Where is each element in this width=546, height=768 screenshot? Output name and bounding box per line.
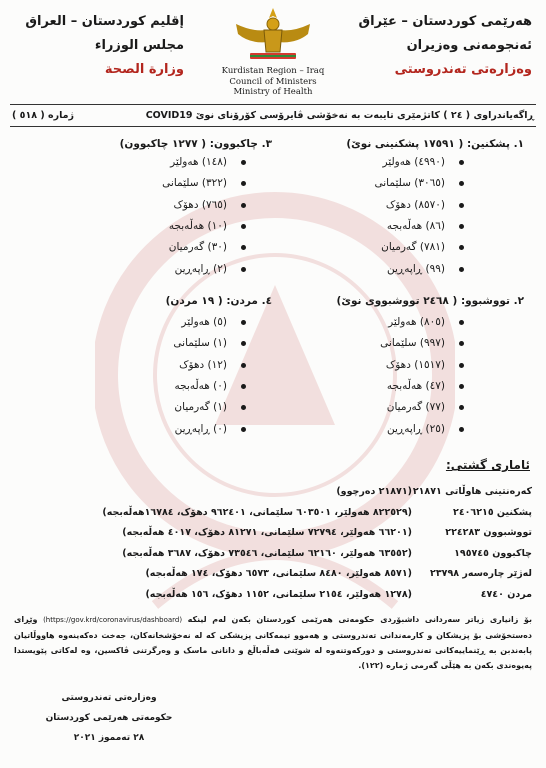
- stat-label: مردن ٤٧٤٠: [480, 588, 532, 600]
- stat-label: چاکبوون ١٩٥٧٤٥: [454, 547, 532, 559]
- bullet-icon: [241, 267, 246, 272]
- header-ministry-ar: وزارة الصحة: [104, 62, 184, 77]
- list-item: (٢٥) ڕاپەڕین: [380, 418, 464, 439]
- header-region-ar: إقليم كوردستان – العراق: [25, 14, 184, 29]
- note-body-text: وێڕای دەستخۆشی بۆ پزیشکان و کارمەندانی تەندروستی و هەموو تیمەکانی پزیشکی کە لە نەخۆشخانەکان، جەخت دەکەینەوە هاووڵاتیان پابەندبن بە ڕێنماییەکانی تەندروستی و دورکەوتنەوە لە شوێنی قەڵەباڵغ و دانانی ماسک و وەرگرتنی ڤاکسین، وە لەکاتی پێویستدا پەیوەندی بکەن بە هێڵی گەرمی ژمارە (١٢٢).: [14, 615, 532, 670]
- table-row: [12, 523, 532, 544]
- general-stats-list: [12, 482, 532, 606]
- bullet-icon: [459, 203, 464, 208]
- bullet-icon: [459, 224, 464, 229]
- list-item: (٩٩) ڕاپەڕین: [375, 258, 465, 279]
- stat-value: (١٢٧٨ هەولێر، ٢١٥٤ سلێمانی، ١١٥٢ دهۆک، ١٥٦ هەڵەبجە): [145, 588, 412, 600]
- signature-date: ٢٨ تەمموز ٢٠٢١: [73, 733, 145, 743]
- header-ministry-en: Ministry of Health: [233, 87, 313, 97]
- bullet-icon: [459, 267, 464, 272]
- stat-label: لەژێر چارەسەر ٢٣٧٩٨: [430, 568, 532, 580]
- bullet-icon: [241, 245, 246, 250]
- list-item: (١٤٨) هەولێر: [162, 152, 246, 173]
- stat-value: (٨٥٧١ هەولێر، ٨٤٨٠ سلێمانی، ٦٥٧٣ دهۆک، ١٧٤ هەڵەبجە): [145, 568, 412, 580]
- infected-heading: ٢. تووشبوو: ( ٢٤٦٨ تووشبووی نوێ): [336, 295, 524, 307]
- header-ministry-ku: وەزارەتی تەندروستی: [394, 62, 532, 77]
- header-council-ku: ئەنجومەنی وەزیران: [406, 38, 532, 53]
- bullet-icon: [241, 384, 246, 389]
- bulletin-number: ژمارە ( ٥١٨ ): [12, 110, 75, 121]
- table-row: [12, 482, 532, 503]
- list-item: (٧٦٥) دهۆک: [162, 195, 246, 216]
- bullet-icon: [459, 181, 464, 186]
- dashboard-link[interactable]: (https://gov.krd/coronavirus/dashboard): [43, 616, 183, 624]
- bullet-icon: [459, 384, 464, 389]
- bullet-icon: [459, 320, 464, 325]
- stat-value: (٨٢٢٥٢٩ هەولێر، ٦٠٣٥٠١ سلێمانی، ٩٦٢٤٠١ دهۆک، ١٦٧٨٤هەڵەبجە): [102, 506, 412, 518]
- list-item: (١٢) دهۆک: [173, 355, 246, 376]
- kurdistan-emblem-icon: [228, 4, 318, 62]
- list-item: (٨٠٥) هەولێر: [380, 312, 464, 333]
- bullet-icon: [459, 405, 464, 410]
- list-item: (٣٠) گەرمیان: [162, 237, 246, 258]
- list-item: (٠) هەڵەبجە: [173, 376, 246, 397]
- list-item: (٤٧) هەڵەبجە: [380, 376, 464, 397]
- header-divider: [10, 104, 536, 105]
- bullet-icon: [241, 203, 246, 208]
- list-item: (١) گەرمیان: [173, 397, 246, 418]
- title-divider: [10, 126, 536, 127]
- list-item: (١٠) هەڵەبجە: [162, 216, 246, 237]
- deaths-heading: ٤. مردن: ( ١٩ مردن): [165, 295, 272, 307]
- bullet-icon: [241, 341, 246, 346]
- list-item: (٣٠٦٥) سلێمانی: [375, 173, 465, 194]
- header-council-ar: مجلس الوزراء: [94, 38, 184, 53]
- list-item: (٢) ڕاپەڕین: [162, 258, 246, 279]
- stat-label: تووشبوون ٢٢٤٢٨٣: [445, 527, 532, 539]
- infected-list: [380, 312, 464, 440]
- bullet-icon: [241, 405, 246, 410]
- bullet-icon: [241, 224, 246, 229]
- list-item: (٤٩٩٠) هەولێر: [375, 152, 465, 173]
- bullet-icon: [241, 427, 246, 432]
- bullet-icon: [459, 427, 464, 432]
- table-row: [12, 585, 532, 606]
- list-item: (٣٢٢) سلێمانی: [162, 173, 246, 194]
- list-item: (١) سلێمانی: [173, 333, 246, 354]
- bullet-icon: [459, 363, 464, 368]
- tests-list: [375, 152, 465, 280]
- bullet-icon: [459, 160, 464, 165]
- header-region-en: Kurdistan Region – Iraq: [221, 66, 325, 76]
- bullet-icon: [241, 363, 246, 368]
- note-lead-text: بۆ زانیاری زیاتر سەردانی داشبۆردی حکومەتی هەرێمی کوردستان بکەن لەم لینکە: [187, 615, 532, 624]
- list-item: (٨٥٧٠) دهۆک: [375, 195, 465, 216]
- bullet-icon: [241, 160, 246, 165]
- deaths-list: [173, 312, 246, 440]
- stat-label: پشکنین ٢٤٠٦٢١٥: [453, 506, 532, 518]
- stat-value: (٦٣٥٥٢ هەولێر، ٦٢١٦٠ سلێمانی، ٧٣٥٤٦ دهۆک، ٣٦٨٧ هەڵەبجە): [122, 547, 412, 559]
- table-row: [12, 503, 532, 524]
- header-council-en: Council of Ministers: [229, 76, 317, 87]
- bullet-icon: [459, 341, 464, 346]
- stat-value: (٦٦٢٠١ هەولێر، ٧٢٧٩٤ سلێمانی، ٨١٢٧١ دهۆک، ٤٠١٧ هەڵەبجە): [122, 527, 412, 539]
- list-item: (٩٩٧) سلێمانی: [380, 333, 464, 354]
- signature-government: حکومەتی هەرێمی کوردستان: [45, 713, 173, 723]
- list-item: (٨٦) هەڵەبجە: [375, 216, 465, 237]
- signature-ministry: وەزارەتی تەندروستی: [61, 693, 157, 703]
- header-region-ku: هەرێمی کوردستان – عێراق: [358, 14, 532, 29]
- bullet-icon: [241, 181, 246, 186]
- bullet-icon: [241, 320, 246, 325]
- header-arabic: [14, 10, 184, 82]
- bulletin-title: [12, 110, 534, 121]
- recovered-heading: ٣. چاکبوون: ( ١٢٧٧ چاکبوون): [119, 138, 272, 150]
- table-row: [12, 564, 532, 585]
- bullet-icon: [459, 245, 464, 250]
- stat-label: کەرەنتینی هاوڵاتی ٢١٨٧١: [412, 486, 532, 497]
- bulletin-title-text: ڕاگەیاندراوی ( ٢٤ ) کاتژمێری تایبەت بە نەخۆشی ڤایرۆسی کۆرۆنای نوێ COVID19: [145, 110, 534, 121]
- list-item: (٧٧) گەرمیان: [380, 397, 464, 418]
- signature-block: [34, 688, 184, 748]
- list-item: (١٥١٧) دهۆک: [380, 355, 464, 376]
- list-item: (٠) ڕاپەڕین: [173, 418, 246, 439]
- recovered-list: [162, 152, 246, 280]
- list-item: (٧٨١) گەرمیان: [375, 237, 465, 258]
- list-item: (٥) هەولێر: [173, 312, 246, 333]
- header-english: [173, 66, 373, 98]
- advisory-note: [14, 612, 532, 673]
- general-stats-title: ئاماری گشتی:: [445, 458, 530, 472]
- tests-heading: ١. پشکنین: ( ١٧٥٩١ پشکنینی نوێ): [346, 138, 524, 150]
- stat-value: (٢١٨٧١ دەرچوو): [336, 486, 412, 497]
- table-row: [12, 544, 532, 565]
